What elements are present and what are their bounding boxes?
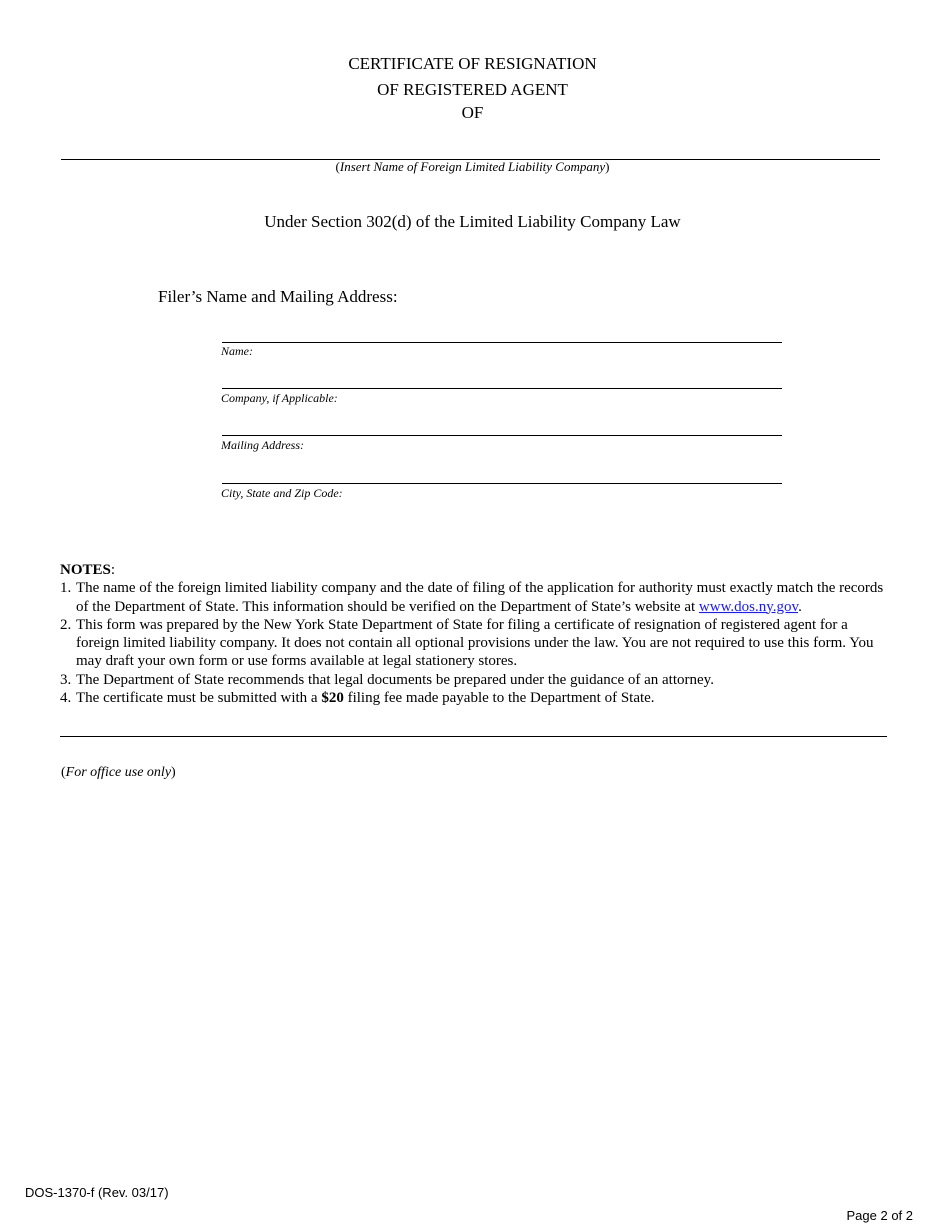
- note-text: The name of the foreign limited liability company and the date of filing of the application for authority must exactly match the records of the Department of State. This information should be verified on the Department of State’s website at: [76, 580, 884, 615]
- city-state-zip-field-label: City, State and Zip Code:: [221, 486, 343, 500]
- statute-reference: Under Section 302(d) of the Limited Liability Company Law: [264, 212, 681, 231]
- name-field-label: Name:: [221, 344, 253, 358]
- note-number: 1.: [60, 580, 72, 597]
- note-item: [60, 616, 890, 671]
- notes-list: [60, 579, 890, 707]
- filer-heading: Filer’s Name and Mailing Address:: [158, 287, 398, 306]
- dos-website-link[interactable]: www.dos.ny.gov: [698, 598, 799, 615]
- mailing-address-field-line[interactable]: [222, 435, 782, 436]
- company-name-caption-text: Insert Name of Foreign Limited Liability Company: [339, 159, 606, 174]
- note-number: 2.: [60, 616, 72, 633]
- page-number: Page 2 of 2: [846, 1208, 913, 1223]
- notes-heading: NOTES:: [60, 562, 116, 578]
- name-field-line[interactable]: [222, 342, 782, 343]
- office-use-label: (For office use only): [61, 765, 176, 780]
- notes-section: [60, 561, 890, 707]
- certificate-title-line-2: OF REGISTERED AGENT: [377, 80, 568, 99]
- note-item: 4. The certificate must be submitted with a $20 filing fee made payable to the Department of State.: [60, 690, 655, 707]
- note-number: 3.: [60, 671, 72, 688]
- note-item: [60, 671, 890, 689]
- company-field-line[interactable]: [222, 388, 782, 389]
- company-field-label: Company, if Applicable:: [221, 391, 338, 405]
- note-item: 1. The name of the foreign limited liability company and the date of filing of the application for authority must exactly match the records of the Department of State. This information should be verified on the Department of State’s website at www.dos.ny.gov.: [60, 580, 884, 615]
- certificate-title-line-1: CERTIFICATE OF RESIGNATION: [348, 54, 597, 73]
- form-identifier: DOS-1370-f (Rev. 03/17): [25, 1185, 169, 1200]
- company-name-caption: (Insert Name of Foreign Limited Liability Company): [335, 159, 610, 174]
- note-text: This form was prepared by the New York State Department of State for filing a certificate of resignation of registered agent for a foreign limited liability company. It does not contain all optional provisions under the law. You are not required to use this form. You may draft your own form or use forms available at legal stationery stores.: [76, 616, 874, 670]
- filing-fee-amount: $20: [321, 690, 344, 707]
- note-number: 4.: [60, 690, 72, 707]
- note-text: The Department of State recommends that legal documents be prepared under the guidance of an attorney.: [76, 671, 714, 688]
- office-use-divider: [60, 736, 887, 737]
- mailing-address-field-label: Mailing Address:: [221, 438, 304, 452]
- city-state-zip-field-line[interactable]: [222, 483, 782, 484]
- note-text: The certificate must be submitted with a: [76, 690, 322, 707]
- certificate-title-line-3: OF: [461, 103, 484, 122]
